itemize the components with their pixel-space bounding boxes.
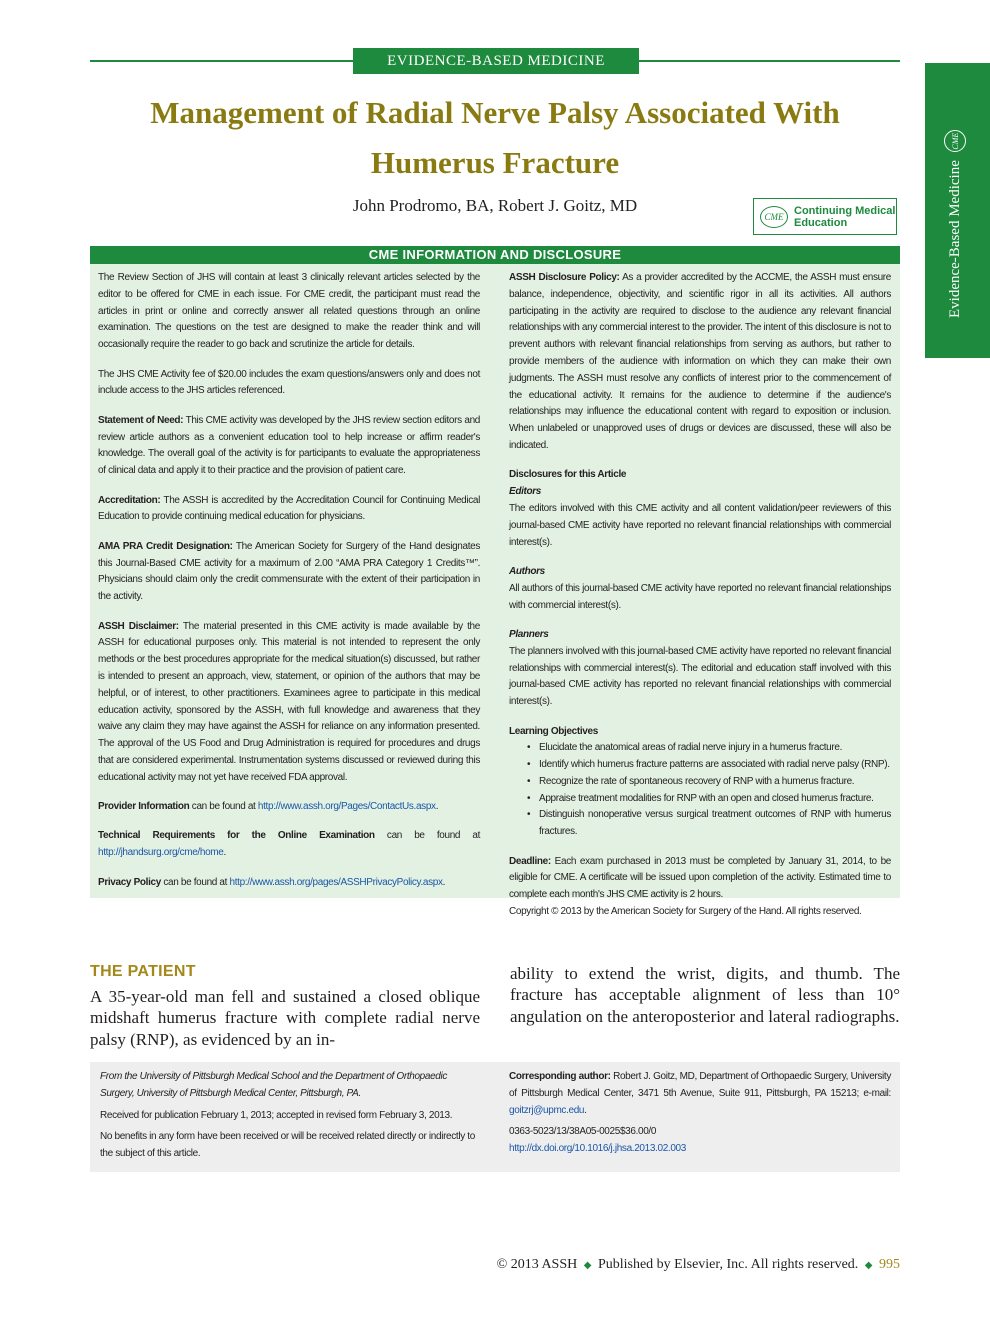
privacy-link[interactable]: http://www.assh.org/pages/ASSHPrivacyPolicy.aspx bbox=[229, 876, 443, 888]
footer-copyright: © 2013 ASSH bbox=[496, 1257, 578, 1272]
article-authors: John Prodromo, BA, Robert J. Goitz, MD bbox=[352, 196, 638, 215]
planners-heading: Planners bbox=[509, 628, 549, 640]
corr-label: Corresponding author: bbox=[509, 1071, 611, 1082]
cme-right-column bbox=[509, 270, 891, 933]
side-tab-text: Evidence-Based Medicine bbox=[946, 160, 963, 318]
privacy-end: . bbox=[442, 876, 446, 888]
privacy-policy bbox=[98, 875, 480, 892]
provider-end: . bbox=[435, 801, 439, 813]
deadline bbox=[509, 854, 891, 904]
cme-intro: The Review Section of JHS will contain at least 3 clinically relevant articles selected by the editor to be offered for CME in each issue. For CME credit, the participant must read the articles in print or online and correctly answer all related questions through an online examination. The questions on the test are designed to make the reader think and will occasionally require the reader to go back and scrutinize the article for details. bbox=[98, 272, 480, 351]
benefits-statement: No benefits in any form have been received or will be received related directly or indirectly to the subject of this article. bbox=[100, 1131, 475, 1160]
page-footer bbox=[497, 1257, 900, 1273]
list-item: • Elucidate the anatomical areas of radial nerve injury in a humerus fracture. bbox=[527, 740, 891, 757]
patient-text-left: A 35-year-old man fell and sustained a closed oblique midshaft humerus fracture with complete radial nerve palsy (RNP), as evidenced by an in- bbox=[90, 987, 480, 1049]
disclaimer-text: The material presented in this CME activity is made available by the ASSH for educational purposes only. This material is not intended to represent the only methods or the best procedures appropriate for the medical situation(s) discussed, but rather is intended to present an approach, view, statement, or opinion of the authors that may be helpful, or of interest, to other practitioners. Examinees agree to participate in this medical education activity, sponsored by the ASSH, with full knowledge and awareness that they waive any claim they may have against the ASSH for reliance on any information presented. The approval of the US Food and Drug Administration is required for procedures and drugs that are considered experimental. Instrumentation systems discussed or reviewed during this educational activity may not yet have received FDA approval. bbox=[98, 620, 480, 783]
article-title: Management of Radial Nerve Palsy Associated With Humerus Fracture bbox=[150, 95, 840, 180]
objectives-heading: Learning Objectives bbox=[509, 725, 598, 737]
cme-logo-line2: Education bbox=[794, 216, 848, 229]
tech-end: . bbox=[223, 847, 226, 859]
accred-label: Accreditation: bbox=[98, 494, 161, 506]
policy-label: ASSH Disclosure Policy: bbox=[509, 272, 620, 283]
footer-publisher: Published by Elsevier, Inc. All rights reserved. bbox=[597, 1257, 859, 1272]
issn: 0363-5023/13/38A05-0025$36.00/0 bbox=[509, 1126, 657, 1138]
authors-disclosure bbox=[509, 564, 891, 614]
provider-label: Provider Information bbox=[98, 801, 190, 813]
provider-text: can be found at bbox=[189, 801, 258, 813]
corr-end: . bbox=[584, 1104, 587, 1116]
cme-fee: The JHS CME Activity fee of $20.00 includes the exam questions/answers only and does not include access to the JHS articles referenced. bbox=[98, 368, 480, 397]
doi-link[interactable]: http://dx.doi.org/10.1016/j.jhsa.2013.02.003 bbox=[509, 1143, 686, 1155]
need-text: This CME activity was developed by the JHS review section editors and review article authors as a convenient education tool to help increase or affirm reader's knowledge. The overall goal of the activity is for participants to evaluate the appropriateness of clinical data and apply it to their practice and the provision of patient care. bbox=[98, 414, 481, 477]
footnote-left bbox=[100, 1069, 482, 1168]
patient-text-right: ability to extend the wrist, digits, and thumb. The fracture has acceptable alignment of less than 10° angulation on the anteroposterior and lateral radiographs. bbox=[510, 964, 900, 1026]
authors-heading: Authors bbox=[509, 565, 545, 577]
ama-text: The American Society for Surgery of the Hand designates this Journal-Based CME activity for a maximum of 2.00 “AMA PRA Category 1 Credits™”. Physicians should claim only the credit commensurate with the extent of their participation in the activity. bbox=[98, 540, 480, 603]
privacy-text: can be found at bbox=[160, 876, 230, 888]
tech-label: Technical Requirements for the Online Examination bbox=[98, 830, 375, 842]
tech-link[interactable]: http://jhandsurg.org/cme/home bbox=[98, 847, 224, 859]
need-label: Statement of Need: bbox=[98, 414, 184, 426]
statement-of-need bbox=[98, 413, 480, 480]
cme-logo-text bbox=[794, 205, 895, 229]
policy-text: As a provider accredited by the ACCME, the ASSH must ensure balance, independence, objectivity, and scientific rigor in all its activities. All authors participating in the activity are required to disclose to the audience any relevant financial relationships with any commercial interest to the provider. The intent of this disclosure is not to prevent authors with relevant financial relationships from serving as authors, but rather to provide members of the audience with information on which they can make their own judgments. The ASSH must resolve any conflicts of interest prior to the commencement of the educational activity. It remains for the audience to determine if the audience's relationships may influence the educational content with regard to exposition or inclusion. When unlabeled or unapproved uses of drugs or devices are discussed, these will also be indicated. bbox=[509, 272, 891, 451]
disclaimer-label: ASSH Disclaimer: bbox=[98, 620, 179, 632]
provider-info bbox=[98, 799, 480, 816]
disclosures-heading: Disclosures for this Article bbox=[509, 469, 627, 481]
cme-left-column bbox=[98, 270, 480, 904]
disclosure-policy bbox=[509, 270, 891, 455]
cme-badge-icon: CME bbox=[944, 130, 966, 152]
editors-heading: Editors bbox=[509, 486, 541, 498]
planners-text: The planners involved with this journal-based CME activity have reported no relevant financial relationships with commercial interest(s). The editorial and education staff involved with this journal-based CME activity has reported no relevant financial relationships with commercial interest(s). bbox=[509, 645, 891, 708]
cme-copyright: Copyright © 2013 by the American Society for Surgery of the Hand. All rights reserved. bbox=[509, 906, 862, 918]
cme-logo-icon: CME bbox=[760, 206, 788, 228]
learning-objectives bbox=[509, 724, 891, 741]
affiliation: From the University of Pittsburgh Medical School and the Department of Orthopaedic Surgery, University of Pittsburgh Medical Center, Pittsburgh, PA. bbox=[100, 1071, 448, 1099]
ama-credit bbox=[98, 539, 480, 606]
accreditation bbox=[98, 493, 480, 527]
diamond-icon: ◆ bbox=[864, 1260, 873, 1271]
patient-heading: THE PATIENT bbox=[90, 963, 196, 980]
authors-text: All authors of this journal-based CME activity have reported no relevant financial relationships with commercial interest(s). bbox=[509, 582, 891, 611]
diamond-icon: ◆ bbox=[583, 1260, 592, 1271]
deadline-label: Deadline: bbox=[509, 855, 551, 867]
section-label: EVIDENCE-BASED MEDICINE bbox=[353, 48, 639, 74]
objectives-list bbox=[527, 740, 891, 841]
corresponding-author bbox=[509, 1069, 891, 1119]
planners-disclosure bbox=[509, 627, 891, 711]
list-item: • Appraise treatment modalities for RNP with an open and closed humerus fracture. bbox=[527, 791, 891, 808]
privacy-label: Privacy Policy bbox=[98, 876, 161, 888]
deadline-text: Each exam purchased in 2013 must be completed by January 31, 2014, to be eligible for CME. A certificate will be issued upon completion of the activity. Estimated time to complete each month's JHS CME activity is 2 hours. bbox=[509, 855, 891, 901]
provider-link[interactable]: http://www.assh.org/Pages/ContactUs.aspx bbox=[257, 801, 436, 813]
footnote-right bbox=[509, 1069, 891, 1163]
corr-text: Robert J. Goitz, MD, Department of Orthopaedic Surgery, University of Pittsburgh Medical Center, 3471 5th Avenue, Suite 911, Pittsburgh, PA 15213; e-mail: bbox=[509, 1071, 891, 1099]
corr-email-link[interactable]: goitzrj@upmc.edu bbox=[509, 1104, 585, 1116]
doi-line bbox=[509, 1141, 891, 1158]
editors-text: The editors involved with this CME activity and all content validation/peer reviewers of this journal-based CME activity have reported no relevant financial relationships with commercial interest(s). bbox=[509, 502, 891, 548]
technical-requirements bbox=[98, 828, 480, 862]
editors-disclosure bbox=[509, 467, 891, 551]
list-item: • Distinguish nonoperative versus surgical treatment outcomes of RNP with humerus fractures. bbox=[527, 807, 891, 841]
page-number: 995 bbox=[879, 1257, 900, 1272]
cme-logo bbox=[753, 198, 897, 235]
tech-text: can be found at bbox=[374, 830, 481, 842]
list-item: • Recognize the rate of spontaneous recovery of RNP with a humerus fracture. bbox=[527, 774, 891, 791]
cme-logo-line1: Continuing Medical bbox=[794, 204, 896, 217]
received-dates: Received for publication February 1, 2013; accepted in revised form February 3, 2013. bbox=[100, 1109, 453, 1121]
accred-text: The ASSH is accredited by the Accreditation Council for Continuing Medical Education to provide continuing medical education for physicians. bbox=[98, 494, 480, 523]
side-tab-label bbox=[944, 38, 966, 318]
list-item: • Identify which humerus fracture patterns are associated with radial nerve palsy (RNP). bbox=[527, 757, 891, 774]
cme-box-header: CME INFORMATION AND DISCLOSURE bbox=[90, 246, 900, 264]
assh-disclaimer bbox=[98, 619, 480, 787]
ama-label: AMA PRA Credit Designation: bbox=[98, 540, 233, 552]
